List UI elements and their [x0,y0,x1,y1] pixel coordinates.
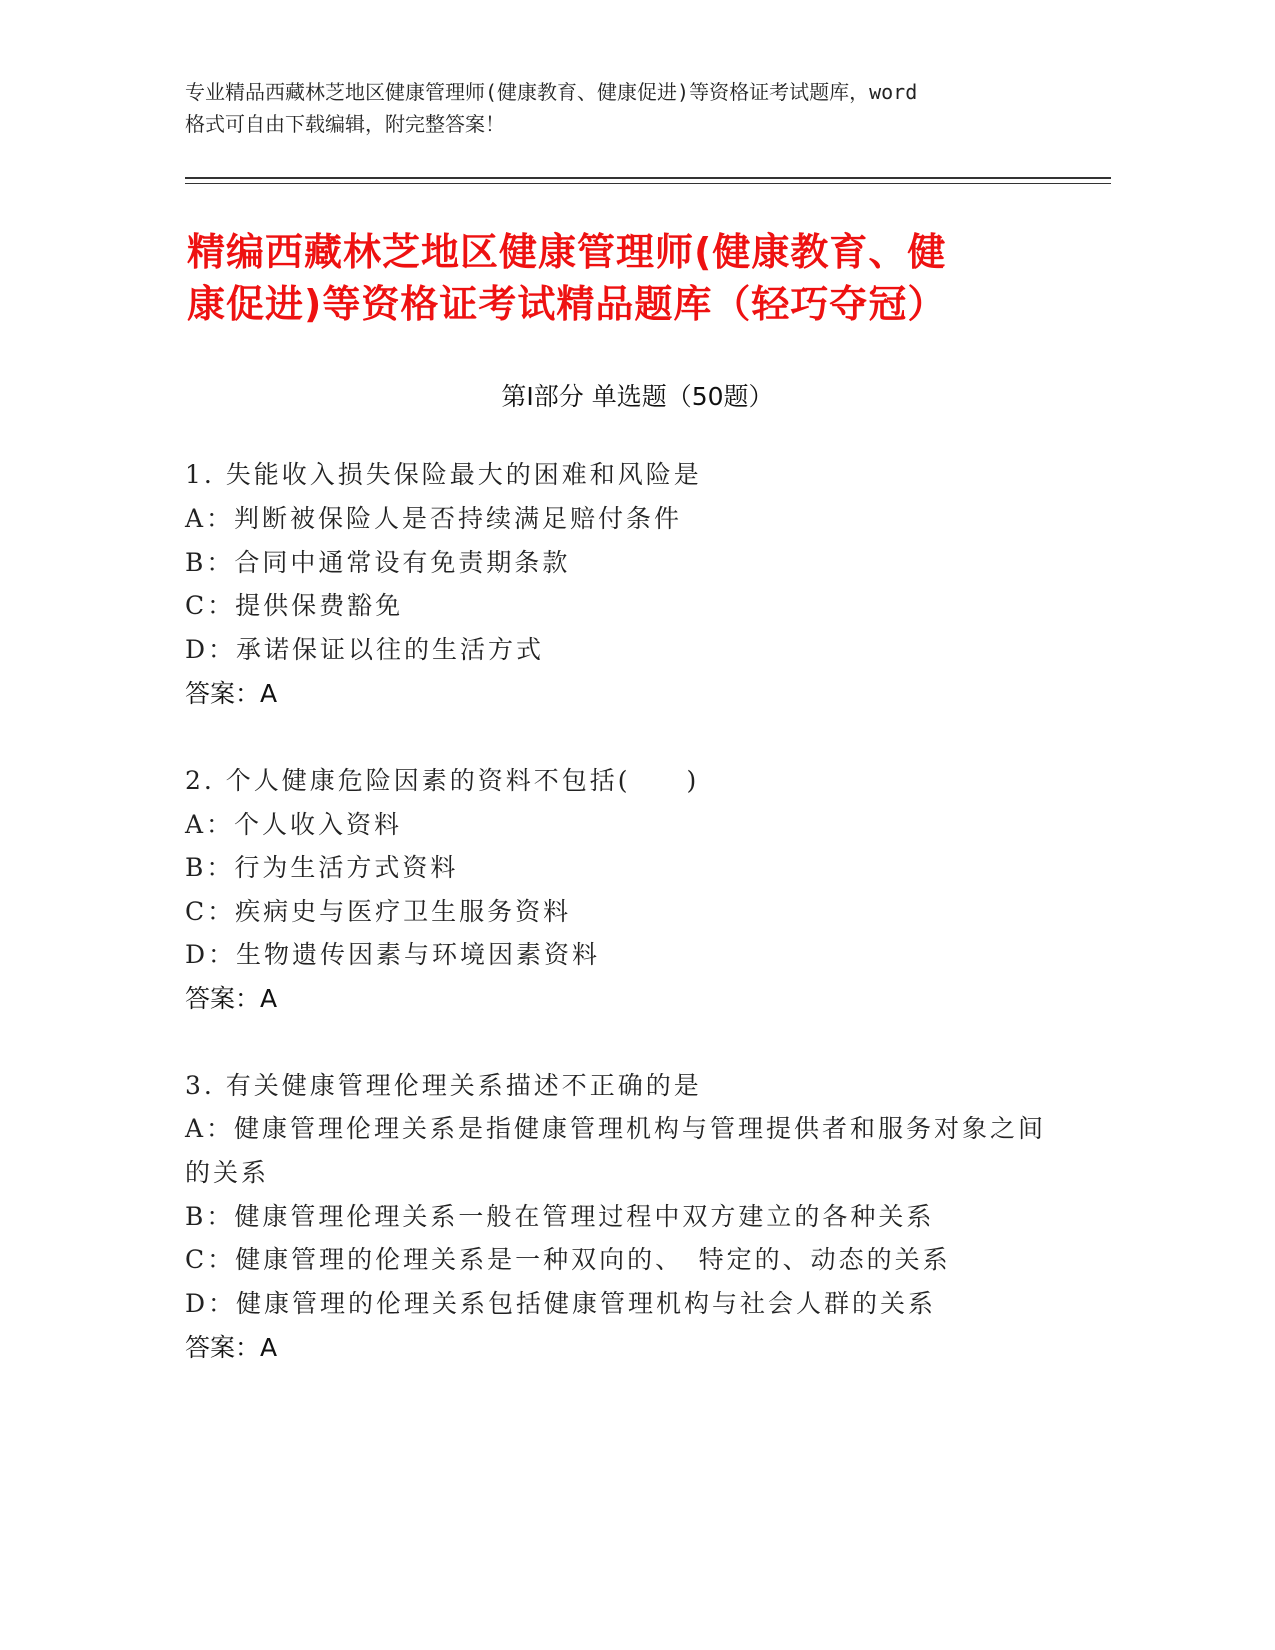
question-3-stem: 3. 有关健康管理伦理关系描述不正确的是 [185,1071,702,1100]
document-title [187,226,1087,330]
question-2-stem: 2. 个人健康危险因素的资料不包括( ) [185,766,700,795]
question-2-answer: 答案：A [185,984,278,1013]
question-3-option-a-line-2: 的关系 [185,1158,270,1187]
question-2-option-b: B：行为生活方式资料 [185,853,459,882]
header-divider-thick [185,177,1111,179]
question-1-answer: 答案：A [185,679,278,708]
question-2-option-a: A：个人收入资料 [185,810,403,839]
header-divider-thin [185,183,1111,184]
question-2-option-c: C：疾病史与医疗卫生服务资料 [185,897,572,926]
question-1-option-d: D：承诺保证以往的生活方式 [185,635,545,664]
question-1-option-c: C：提供保费豁免 [185,591,404,620]
question-1-stem: 1. 失能收入损失保险最大的困难和风险是 [185,460,702,489]
question-1-option-b: B：合同中通常设有免责期条款 [185,548,571,577]
question-3-option-d: D：健康管理的伦理关系包括健康管理机构与社会人群的关系 [185,1289,937,1318]
header-note [185,76,1085,140]
question-1-option-a: A：判断被保险人是否持续满足赔付条件 [185,504,683,533]
document-title-line-2: 康促进)等资格证考试精品题库（轻巧夺冠） [187,282,947,326]
question-3-option-c: C：健康管理的伦理关系是一种双向的、 特定的、动态的关系 [185,1245,951,1274]
section-title: 第Ⅰ部分 单选题（50题） [501,382,774,411]
question-3-answer: 答案：A [185,1333,278,1362]
question-3-option-b: B：健康管理伦理关系一般在管理过程中双方建立的各种关系 [185,1202,935,1231]
document-title-line-1: 精编西藏林芝地区健康管理师(健康教育、健 [187,230,947,274]
header-note-line-2: 格式可自由下载编辑，附完整答案！ [185,112,505,136]
question-2-option-d: D：生物遗传因素与环境因素资料 [185,940,601,969]
question-3-option-a-line-1: A：健康管理伦理关系是指健康管理机构与管理提供者和服务对象之间 [185,1114,1047,1143]
header-note-line-1: 专业精品西藏林芝地区健康管理师(健康教育、健康促进)等资格证考试题库，word [185,80,918,104]
